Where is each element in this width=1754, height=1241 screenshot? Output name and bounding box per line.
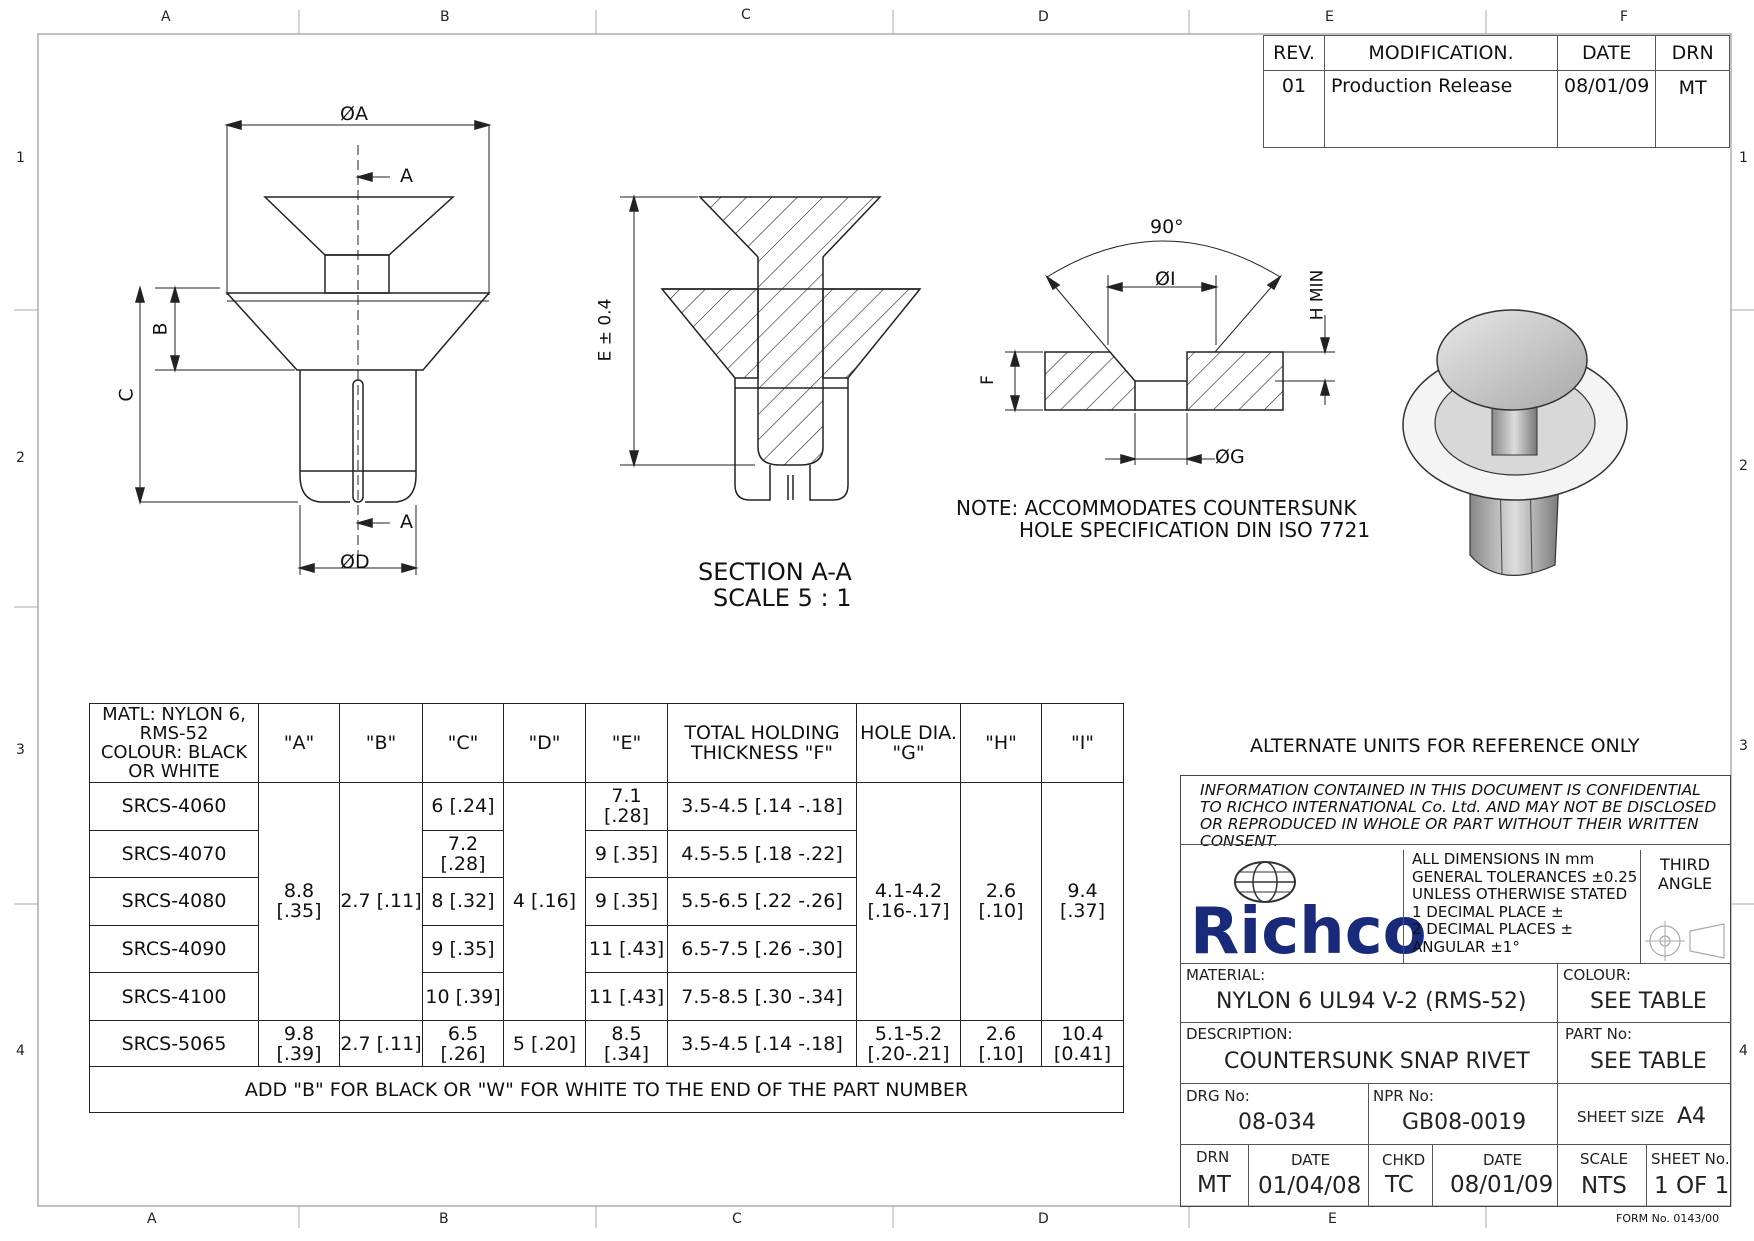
drn-header: DRN	[1656, 36, 1730, 71]
tolerance-line: 2 DECIMAL PLACES ±	[1412, 920, 1574, 938]
drg-value: 08-034	[1238, 1110, 1316, 1135]
table-cell-part: SRCS-5065	[90, 1020, 259, 1067]
dim-label-c: C	[115, 388, 138, 402]
table-cell-g: 5.1-5.2 [.20-.21]	[857, 1020, 961, 1067]
dim-label-g: ØG	[1215, 446, 1245, 468]
table-cell-f: 7.5-8.5 [.30 -.34]	[668, 973, 857, 1021]
divider	[1557, 963, 1558, 1144]
zone-label-left: 3	[16, 742, 25, 758]
table-cell-e: 7.1 [.28]	[586, 782, 668, 830]
zone-label-top: D	[1038, 9, 1049, 25]
alt-units-note: ALTERNATE UNITS FOR REFERENCE ONLY	[1250, 735, 1640, 757]
note-line-2: HOLE SPECIFICATION DIN ISO 7721	[1019, 518, 1371, 542]
colour-value: SEE TABLE	[1590, 989, 1707, 1014]
zone-label-top: A	[161, 9, 171, 25]
column-header: "E"	[586, 704, 668, 783]
npr-label: NPR No:	[1373, 1087, 1434, 1105]
modification-value: Production Release	[1325, 71, 1558, 148]
drn-label: DRN	[1196, 1148, 1230, 1166]
scale-label: SCALE	[1580, 1150, 1629, 1168]
divider	[1368, 1083, 1369, 1144]
zone-label-bottom: D	[1038, 1211, 1049, 1227]
zone-label-left: 4	[16, 1043, 25, 1059]
tolerance-line: ALL DIMENSIONS IN mm	[1412, 850, 1595, 868]
sheet-size-value: A4	[1677, 1104, 1707, 1129]
table-cell-h: 2.6 [.10]	[961, 782, 1042, 1020]
divider	[1557, 1144, 1558, 1207]
divider	[1180, 1083, 1731, 1084]
table-cell-d: 4 [.16]	[504, 782, 586, 1020]
table-cell-e: 9 [.35]	[586, 878, 668, 926]
form-number: FORM No. 0143/00	[1616, 1212, 1720, 1225]
table-cell-part: SRCS-4060	[90, 782, 259, 830]
rev-header: REV.	[1264, 36, 1325, 71]
zone-label-bottom: E	[1328, 1211, 1337, 1227]
table-cell-e: 11 [.43]	[586, 973, 668, 1021]
zone-label-top: E	[1325, 9, 1334, 25]
scale-value: NTS	[1581, 1173, 1627, 1199]
zone-label-top: C	[741, 7, 751, 23]
table-cell-b: 2.7 [.11]	[340, 782, 423, 1020]
dim-label-e: E ± 0.4	[595, 298, 616, 362]
table-cell-h: 2.6 [.10]	[961, 1020, 1042, 1067]
zone-label-left: 1	[16, 150, 25, 166]
table-cell-part: SRCS-4090	[90, 925, 259, 973]
colour-label: COLOUR:	[1563, 966, 1631, 984]
richco-logo	[1185, 850, 1427, 969]
tolerance-line: ANGULAR ±1°	[1412, 937, 1520, 956]
table-cell-i: 10.4 [0.41]	[1042, 1020, 1124, 1067]
dim-label-b: B	[149, 322, 172, 336]
table-cell-c: 6 [.24]	[423, 782, 504, 830]
section-marker-top: A	[400, 165, 413, 187]
dim-label-f: F	[977, 375, 998, 385]
drn-value: MT	[1656, 71, 1730, 148]
spec-line: MATL: NYLON 6,	[102, 703, 246, 725]
section-scale: SCALE 5 : 1	[713, 584, 852, 612]
chkd-value: TC	[1385, 1172, 1414, 1198]
material-label: MATERIAL:	[1186, 966, 1266, 984]
spec-line: OR WHITE	[128, 760, 220, 782]
tolerance-line: UNLESS OTHERWISE STATED	[1412, 885, 1628, 903]
hole-detail-view	[975, 215, 1345, 475]
drg-label: DRG No:	[1186, 1087, 1250, 1105]
table-cell-part: SRCS-4100	[90, 973, 259, 1021]
rivet-front-view	[110, 105, 510, 585]
table-cell-c: 9 [.35]	[423, 925, 504, 973]
column-header: "C"	[423, 704, 504, 783]
partno-label: PART No:	[1565, 1025, 1633, 1043]
table-cell-f: 3.5-4.5 [.14 -.18]	[668, 782, 857, 830]
tolerances-block	[1412, 851, 1637, 956]
column-header: "I"	[1042, 704, 1124, 783]
table-cell-e: 8.5 [.34]	[586, 1020, 668, 1067]
divider	[1180, 844, 1731, 845]
third-angle-projection-icon	[1640, 918, 1730, 963]
table-cell-a: 8.8 [.35]	[259, 782, 340, 1020]
table-cell-f: 6.5-7.5 [.26 -.30]	[668, 925, 857, 973]
divider	[1646, 1144, 1647, 1207]
sheetno-label: SHEET No.	[1651, 1150, 1730, 1168]
note-line-1: NOTE: ACCOMMODATES COUNTERSUNK	[956, 496, 1357, 520]
divider	[1368, 1144, 1369, 1207]
drn-value: MT	[1197, 1172, 1231, 1198]
section-title: SECTION A-A	[698, 558, 852, 586]
dim-label-d: ØD	[340, 551, 370, 573]
confidential-notice: INFORMATION CONTAINED IN THIS DOCUMENT IS CONFIDENTIAL TO RICHCO INTERNATIONAL Co. Ltd. AND MAY NOT BE DISCLOSED OR REPRODUCED IN WHOLE OR PART WITHOUT THEIR WRITTEN CONSENT.	[1200, 781, 1717, 850]
zone-label-right: 3	[1739, 738, 1748, 754]
rivet-3d-render	[1400, 305, 1640, 590]
zone-label-right: 1	[1739, 150, 1748, 166]
partno-value: SEE TABLE	[1590, 1049, 1707, 1074]
description-label: DESCRIPTION:	[1186, 1025, 1293, 1043]
table-cell-e: 11 [.43]	[586, 925, 668, 973]
column-header: "A"	[259, 704, 340, 783]
date2-label: DATE	[1483, 1151, 1523, 1169]
tolerance-line: 1 DECIMAL PLACE ±	[1412, 902, 1564, 921]
dim-label-angle: 90°	[1150, 216, 1184, 238]
part-number-table	[89, 703, 1124, 1113]
zone-label-left: 2	[16, 450, 25, 466]
divider	[1180, 1022, 1731, 1023]
table-cell-a: 9.8 [.39]	[259, 1020, 340, 1067]
table-cell-f: 5.5-6.5 [.22 -.26]	[668, 878, 857, 926]
tolerance-line: GENERAL TOLERANCES ±0.25	[1412, 867, 1638, 886]
column-header: "D"	[504, 704, 586, 783]
spec-line: COLOUR: BLACK	[100, 741, 248, 763]
divider	[1180, 1144, 1731, 1145]
divider	[1180, 963, 1731, 964]
npr-value: GB08-0019	[1402, 1110, 1527, 1135]
table-cell-f: 3.5-4.5 [.14 -.18]	[668, 1020, 857, 1067]
zone-label-bottom: A	[147, 1211, 157, 1227]
spec-line: RMS-52	[139, 722, 209, 744]
section-marker-bottom: A	[400, 511, 413, 533]
divider	[1403, 850, 1404, 963]
zone-label-bottom: C	[732, 1211, 742, 1227]
table-cell-part: SRCS-4080	[90, 878, 259, 926]
divider	[1432, 1144, 1433, 1207]
table-footer-note: ADD "B" FOR BLACK OR "W" FOR WHITE TO THE END OF THE PART NUMBER	[90, 1067, 1124, 1113]
divider	[1248, 1144, 1249, 1207]
date1-value: 01/04/08	[1258, 1173, 1362, 1199]
dim-label-a: ØA	[340, 103, 368, 125]
date-value: 08/01/09	[1558, 71, 1656, 148]
date1-label: DATE	[1291, 1151, 1331, 1169]
table-cell-c: 7.2 [.28]	[423, 830, 504, 878]
modification-header: MODIFICATION.	[1325, 36, 1558, 71]
table-cell-b: 2.7 [.11]	[340, 1020, 423, 1067]
sheetno-value: 1 OF 1	[1654, 1173, 1730, 1199]
zone-label-bottom: B	[439, 1211, 449, 1227]
table-spec-header	[90, 704, 259, 783]
revision-table	[1263, 35, 1730, 148]
table-cell-e: 9 [.35]	[586, 830, 668, 878]
column-header: HOLE DIA. "G"	[857, 704, 961, 783]
material-value: NYLON 6 UL94 V-2 (RMS-52)	[1216, 989, 1527, 1014]
column-header: "B"	[340, 704, 423, 783]
table-cell-i: 9.4 [.37]	[1042, 782, 1124, 1020]
column-header: TOTAL HOLDING THICKNESS "F"	[668, 704, 857, 783]
description-value: COUNTERSUNK SNAP RIVET	[1224, 1049, 1530, 1074]
table-cell-part: SRCS-4070	[90, 830, 259, 878]
sheet-size-label: SHEET SIZE	[1577, 1108, 1665, 1126]
date2-value: 08/01/09	[1450, 1172, 1554, 1198]
column-header: "H"	[961, 704, 1042, 783]
zone-label-top: F	[1620, 9, 1629, 25]
zone-label-right: 2	[1739, 458, 1748, 474]
table-cell-g: 4.1-4.2 [.16-.17]	[857, 782, 961, 1020]
table-cell-f: 4.5-5.5 [.18 -.22]	[668, 830, 857, 878]
dim-label-i: ØI	[1155, 268, 1176, 290]
table-cell-d: 5 [.20]	[504, 1020, 586, 1067]
section-view	[580, 185, 940, 515]
dim-label-h: H MIN	[1307, 269, 1328, 321]
table-cell-c: 8 [.32]	[423, 878, 504, 926]
zone-label-right: 4	[1739, 1043, 1748, 1059]
projection-label: THIRD ANGLE	[1657, 855, 1713, 893]
logo-wordmark: Richco	[1190, 895, 1427, 969]
table-cell-c: 10 [.39]	[423, 973, 504, 1021]
zone-label-top: B	[440, 9, 450, 25]
table-cell-c: 6.5 [.26]	[423, 1020, 504, 1067]
rev-value: 01	[1264, 71, 1325, 148]
date-header: DATE	[1558, 36, 1656, 71]
chkd-label: CHKD	[1382, 1151, 1426, 1169]
